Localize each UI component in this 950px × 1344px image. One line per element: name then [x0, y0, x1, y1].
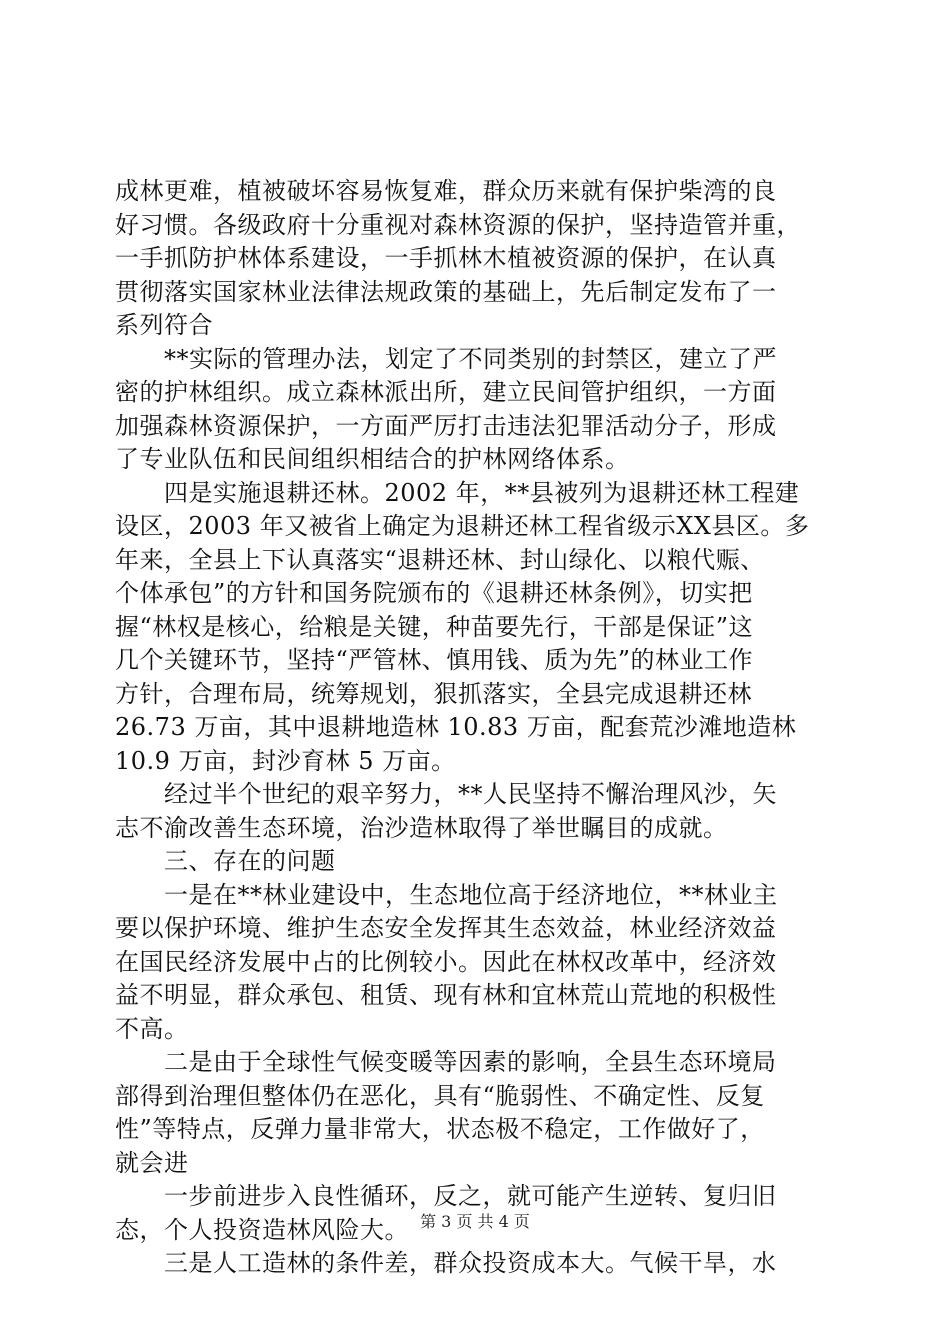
text-line: 一步前进步入良性循环，反之，就可能产生逆转、复归旧 — [115, 1182, 777, 1210]
document-body — [115, 175, 839, 1281]
text-line: 好习惯。各级政府十分重视对森林资源的保护，坚持造管并重， — [115, 210, 801, 239]
text-line: 态，个人投资造林风险大。 — [115, 1215, 409, 1244]
text-line: 部得到治理但整体仍在恶化，具有“脆弱性、不确定性、反复 — [115, 1081, 765, 1110]
text-line: 要以保护环境、维护生态安全发挥其生态效益，林业经济效益 — [115, 914, 777, 942]
text-line: 益不明显，群众承包、租赁、现有林和宜林荒山荒地的积极性 — [115, 981, 777, 1009]
text-line: 几个关键环节，坚持“严管林、慎用钱、质为先”的林业工作 — [115, 646, 754, 674]
text-line: 密的护林组织。成立森林派出所，建立民间管护组织，一方面 — [115, 378, 777, 406]
text-line: 一是在**林业建设中，生态地位高于经济地位，**林业主 — [115, 880, 778, 909]
text-line: 年来，全县上下认真落实“退耕还林、封山绿化、以粮代赈、 — [115, 545, 765, 574]
text-line: 10.9 万亩，封沙育林 5 万亩。 — [115, 746, 456, 775]
text-line: **实际的管理办法，划定了不同类别的封禁区，建立了严 — [115, 344, 777, 373]
text-line: 三、存在的问题 — [115, 847, 336, 875]
text-line: 在国民经济发展中占的比例较小。因此在林权改革中，经济效 — [115, 947, 777, 976]
text-line: 个体承包”的方针和国务院颁布的《退耕还林条例》，切实把 — [115, 579, 753, 607]
text-line: 三是人工造林的条件差，群众投资成本大。气候干旱，水 — [115, 1249, 777, 1277]
text-line: 贯彻落实国家林业法律法规政策的基础上，先后制定发布了一 — [115, 277, 777, 306]
text-line: 加强森林资源保护，一方面严厉打击违法犯罪活动分子，形成 — [115, 411, 777, 440]
text-line: 握“林权是核心，给粮是关键，种苗要先行，干部是保证”这 — [115, 612, 754, 641]
page-footer: 第 3 页 共 4 页 — [420, 1212, 530, 1231]
text-line: 不高。 — [115, 1014, 189, 1043]
text-line: 26.73 万亩，其中退耕地造林 10.83 万亩，配套荒沙滩地造林 — [115, 713, 797, 741]
text-line: 经过半个世纪的艰辛努力，**人民坚持不懈治理风沙，矢 — [115, 780, 777, 808]
text-line: 一手抓防护林体系建设，一手抓林木植被资源的保护，在认真 — [115, 244, 777, 272]
text-line: 二是由于全球性气候变暖等因素的影响，全县生态环境局 — [115, 1048, 777, 1076]
text-line: 性”等特点，反弹力量非常大，状态极不稳定，工作做好了， — [115, 1115, 765, 1143]
text-line: 志不渝改善生态环境，治沙造林取得了举世瞩目的成就。 — [115, 813, 728, 842]
text-line: 设区，2003 年又被省上确定为退耕还林工程省级示XX县区。多 — [115, 512, 810, 540]
text-line: 系列符合 — [115, 311, 213, 339]
text-line: 就会进 — [115, 1148, 189, 1177]
text-line: 成林更难，植被破坏容易恢复难，群众历来就有保护柴湾的良 — [115, 177, 777, 205]
text-line: 方针，合理布局，统筹规划，狠抓落实，全县完成退耕还林 — [115, 679, 752, 708]
text-line: 四是实施退耕还林。2002 年，**县被列为退耕还林工程建 — [115, 478, 800, 507]
text-line: 了专业队伍和民间组织相结合的护林网络体系。 — [115, 445, 630, 473]
